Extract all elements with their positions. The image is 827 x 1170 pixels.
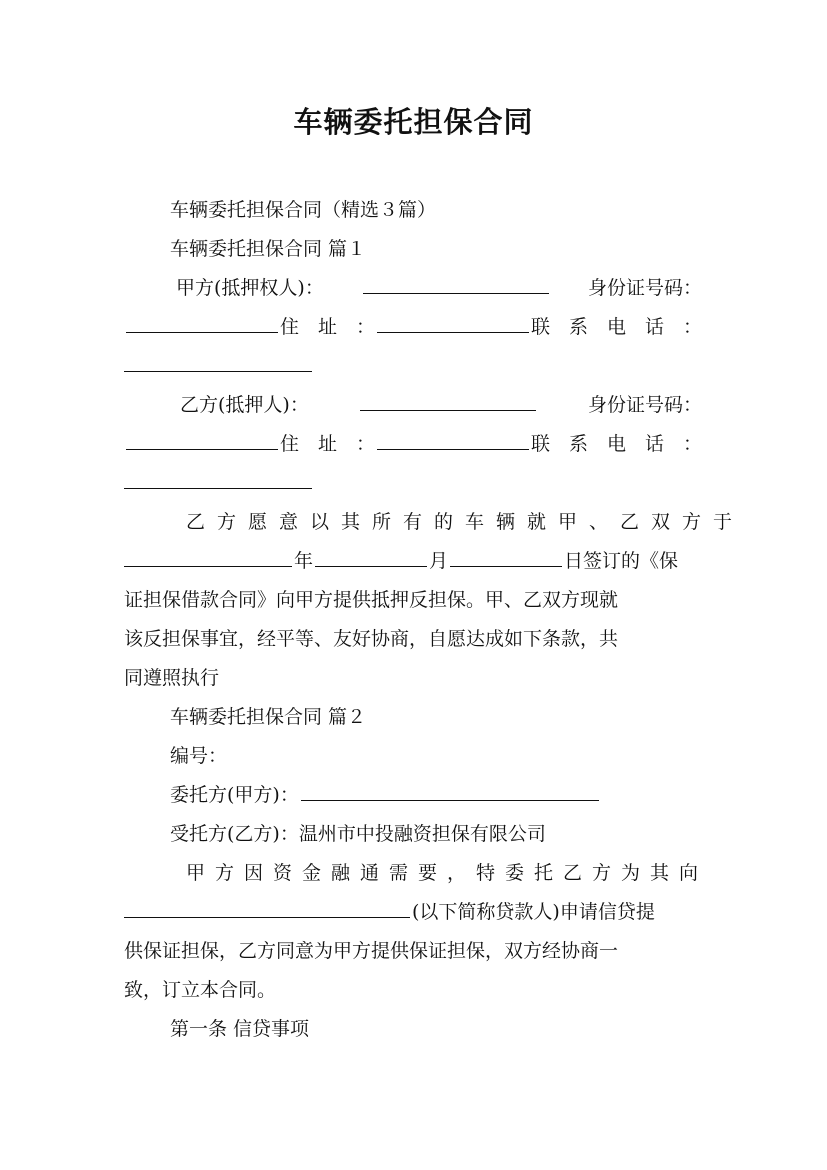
party-b-name-blank[interactable] [360, 390, 536, 411]
agent-line [170, 816, 702, 852]
party-a-line [176, 270, 702, 306]
party-a-name-blank[interactable] [363, 273, 549, 294]
section2-heading: 车辆委托担保合同 篇２ [170, 706, 367, 728]
party-b-phone-label: 联 系 电 话 ： [530, 433, 702, 455]
month-label: 月 [429, 550, 449, 572]
year-label: 年 [294, 550, 314, 572]
year-blank[interactable] [124, 546, 292, 567]
party-b-phone-line [124, 465, 702, 501]
para1-line5: 同遵照执行 [124, 667, 220, 689]
party-a-address-line [124, 309, 702, 345]
party-a-phone-line [124, 348, 702, 384]
party-a-address-label: 住 址 ： [279, 316, 375, 338]
principal-blank[interactable] [301, 780, 599, 801]
party-b-address-label: 住 址 ： [279, 433, 375, 455]
article1-heading: 第一条 信贷事项 [170, 1018, 310, 1040]
month-blank[interactable] [315, 546, 427, 567]
party-b-address-line [124, 426, 702, 462]
para2-line2-tail: (以下简称贷款人)申请信贷提 [412, 901, 655, 923]
agent-value: 温州市中投融资担保有限公司 [298, 823, 546, 845]
agent-label: 受托方(乙方)： [170, 823, 299, 845]
intro-heading: 车辆委托担保合同（精选３篇） [170, 199, 437, 221]
party-a-id-blank[interactable] [126, 312, 278, 333]
para2-line4: 致，订立本合同。 [124, 979, 277, 1001]
day-blank[interactable] [450, 546, 562, 567]
party-a-label: 甲方(抵押权人)： [176, 277, 324, 299]
para2-lead: 甲方因资金融通需要，特委托乙方为其向 [186, 862, 709, 884]
para2-line2 [124, 894, 702, 930]
party-a-id-label: 身份证号码： [587, 277, 702, 299]
party-b-address-blank[interactable] [377, 429, 529, 450]
party-a-phone-blank[interactable] [124, 351, 312, 372]
party-a-address-blank[interactable] [377, 312, 529, 333]
principal-label: 委托方(甲方)： [170, 784, 299, 806]
party-b-label: 乙方(抵押人)： [180, 394, 309, 416]
para1-line3: 证担保借款合同》向甲方提供抵押反担保。甲、乙双方现就 [124, 589, 619, 611]
para1-lead: 乙方愿意以其所有的车辆就甲、乙双方于 [186, 511, 745, 533]
day-text: 日签订的《保 [564, 550, 679, 572]
principal-line [170, 777, 702, 813]
party-b-id-label: 身份证号码： [587, 394, 702, 416]
party-b-line [180, 387, 702, 423]
party-a-phone-label: 联 系 电 话 ： [530, 316, 702, 338]
section1-heading: 车辆委托担保合同 篇１ [170, 238, 367, 260]
number-label: 编号： [170, 745, 228, 767]
document-title: 车辆委托担保合同 [293, 105, 534, 139]
party-b-phone-blank[interactable] [124, 468, 312, 489]
para2-line3: 供保证担保，乙方同意为甲方提供保证担保，双方经协商一 [124, 940, 619, 962]
para1-line4: 该反担保事宜，经平等、友好协商，自愿达成如下条款，共 [124, 628, 619, 650]
party-b-id-blank[interactable] [126, 429, 278, 450]
para1-date-line [124, 543, 702, 579]
lender-blank[interactable] [124, 897, 410, 918]
